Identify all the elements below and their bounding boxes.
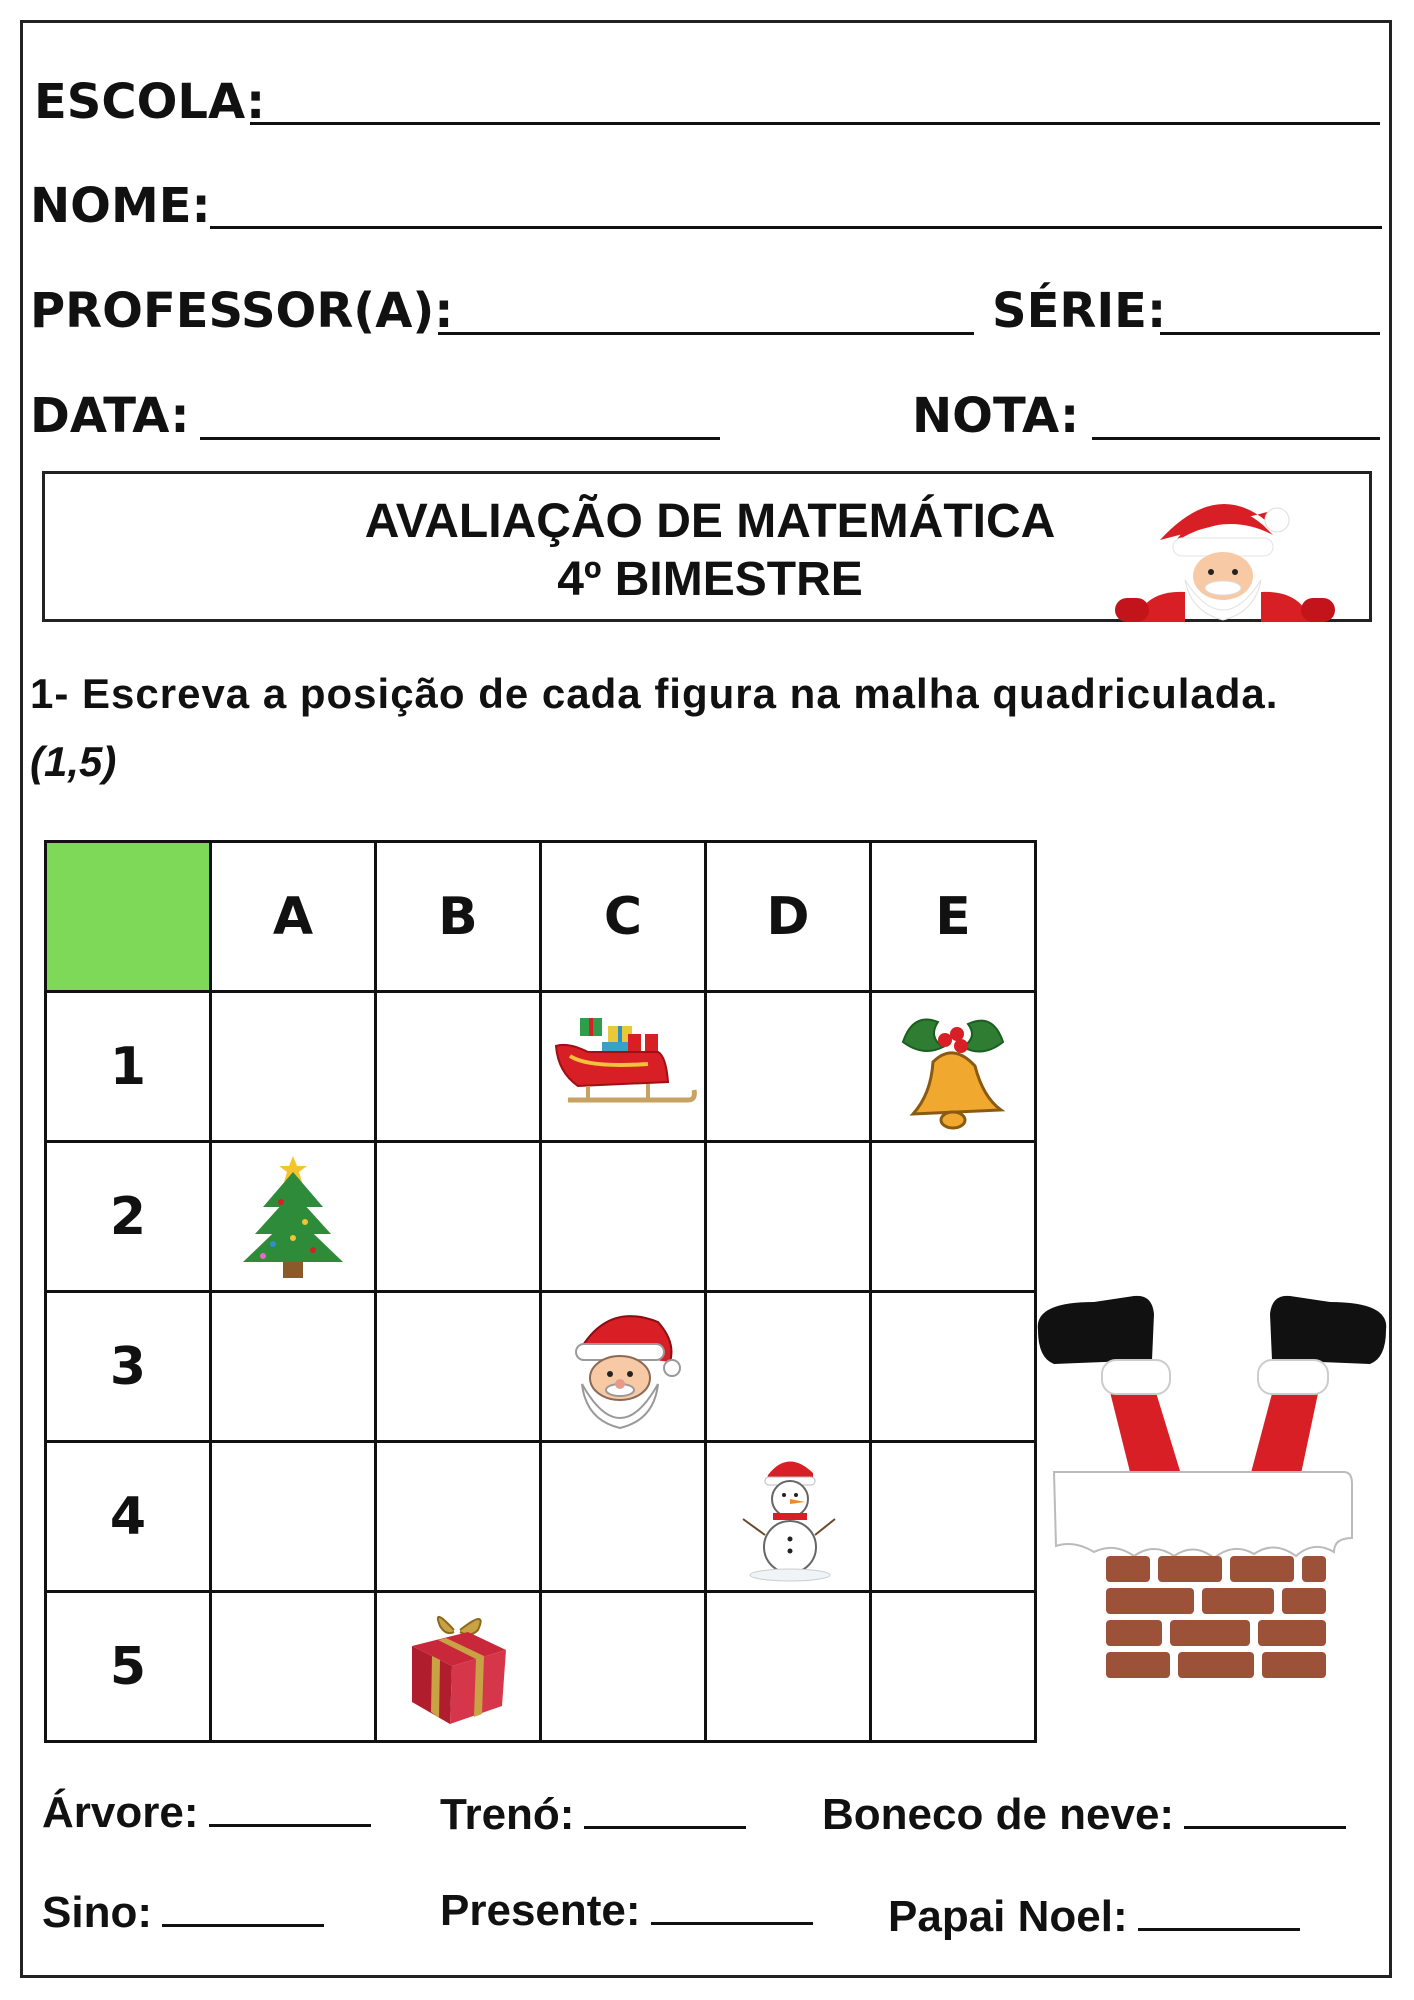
answer-label: Árvore: xyxy=(42,1788,199,1837)
column-header: D xyxy=(706,842,871,992)
grid-cell xyxy=(376,992,541,1142)
answer-bell xyxy=(42,1888,324,1938)
grid-cell xyxy=(706,992,871,1142)
score-field[interactable] xyxy=(1092,437,1380,440)
answer-label: Boneco de neve: xyxy=(822,1790,1175,1839)
question-points: (1,5) xyxy=(30,738,117,785)
score-label: NOTA: xyxy=(912,388,1080,444)
column-header: A xyxy=(211,842,376,992)
column-header: E xyxy=(871,842,1036,992)
teacher-label: PROFESSOR(A): xyxy=(30,283,454,339)
grid-cell xyxy=(706,1442,871,1592)
grid-cell xyxy=(871,992,1036,1142)
date-label: DATA: xyxy=(30,388,190,444)
row-header: 5 xyxy=(46,1592,211,1742)
answer-label: Trenó: xyxy=(440,1790,575,1839)
grid-cell xyxy=(706,1292,871,1442)
answer-label: Presente: xyxy=(440,1886,641,1935)
grid-cell xyxy=(541,1442,706,1592)
answer-label: Papai Noel: xyxy=(888,1892,1128,1941)
answer-blank[interactable] xyxy=(162,1924,324,1927)
column-header: B xyxy=(376,842,541,992)
answer-snowman xyxy=(822,1790,1346,1840)
answer-sleigh xyxy=(440,1790,746,1840)
grid-cell xyxy=(211,1142,376,1292)
answer-blank[interactable] xyxy=(651,1922,813,1925)
grid-cell xyxy=(211,1292,376,1442)
title-line2: 4º BIMESTRE xyxy=(557,553,863,606)
grid-cell xyxy=(541,1142,706,1292)
title-line1: AVALIAÇÃO DE MATEMÁTICA xyxy=(364,495,1056,548)
date-field[interactable] xyxy=(200,437,720,440)
grid-cell xyxy=(706,1142,871,1292)
answer-label: Sino: xyxy=(42,1888,152,1937)
sleigh-icon xyxy=(548,1012,698,1122)
row-header: 1 xyxy=(46,992,211,1142)
grid-cell xyxy=(211,1442,376,1592)
question-text: 1- Escreva a posição de cada figura na malha quadriculada. xyxy=(30,670,1279,717)
answer-gift xyxy=(440,1886,813,1936)
grade-label: SÉRIE: xyxy=(992,283,1167,339)
grid-cell xyxy=(541,1292,706,1442)
row-header: 2 xyxy=(46,1142,211,1292)
santa-peeking-icon xyxy=(1105,480,1355,622)
santa-chimney-icon xyxy=(1034,1294,1394,1684)
column-header: C xyxy=(541,842,706,992)
grid-cell xyxy=(541,1592,706,1742)
snowman-icon xyxy=(733,1449,843,1585)
coordinate-grid xyxy=(44,840,1037,1743)
row-header: 3 xyxy=(46,1292,211,1442)
santa-face-icon xyxy=(558,1302,688,1432)
grid-cell xyxy=(376,1142,541,1292)
row-header: 4 xyxy=(46,1442,211,1592)
answer-blank[interactable] xyxy=(1184,1826,1346,1829)
grid-cell xyxy=(211,992,376,1142)
school-field[interactable] xyxy=(250,122,1380,125)
grid-cell xyxy=(211,1592,376,1742)
grid-cell xyxy=(871,1292,1036,1442)
name-label: NOME: xyxy=(30,178,211,234)
name-field[interactable] xyxy=(210,226,1382,229)
school-label: ESCOLA: xyxy=(34,74,266,130)
teacher-field[interactable] xyxy=(438,332,974,335)
grid-corner xyxy=(46,842,211,992)
christmas-tree-icon xyxy=(233,1152,353,1282)
answer-santa xyxy=(888,1892,1300,1942)
grid-cell xyxy=(376,1442,541,1592)
bell-icon xyxy=(883,1002,1023,1132)
grid-cell xyxy=(706,1592,871,1742)
grade-field[interactable] xyxy=(1160,332,1380,335)
answer-blank[interactable] xyxy=(584,1826,746,1829)
grid-cell xyxy=(871,1592,1036,1742)
title-box xyxy=(42,471,1372,622)
gift-icon xyxy=(398,1602,518,1732)
grid-cell xyxy=(376,1292,541,1442)
answer-tree xyxy=(42,1788,371,1838)
grid-cell xyxy=(376,1592,541,1742)
answer-blank[interactable] xyxy=(209,1824,371,1827)
grid-cell xyxy=(871,1142,1036,1292)
grid-cell xyxy=(871,1442,1036,1592)
answer-blank[interactable] xyxy=(1138,1928,1300,1931)
grid-cell xyxy=(541,992,706,1142)
